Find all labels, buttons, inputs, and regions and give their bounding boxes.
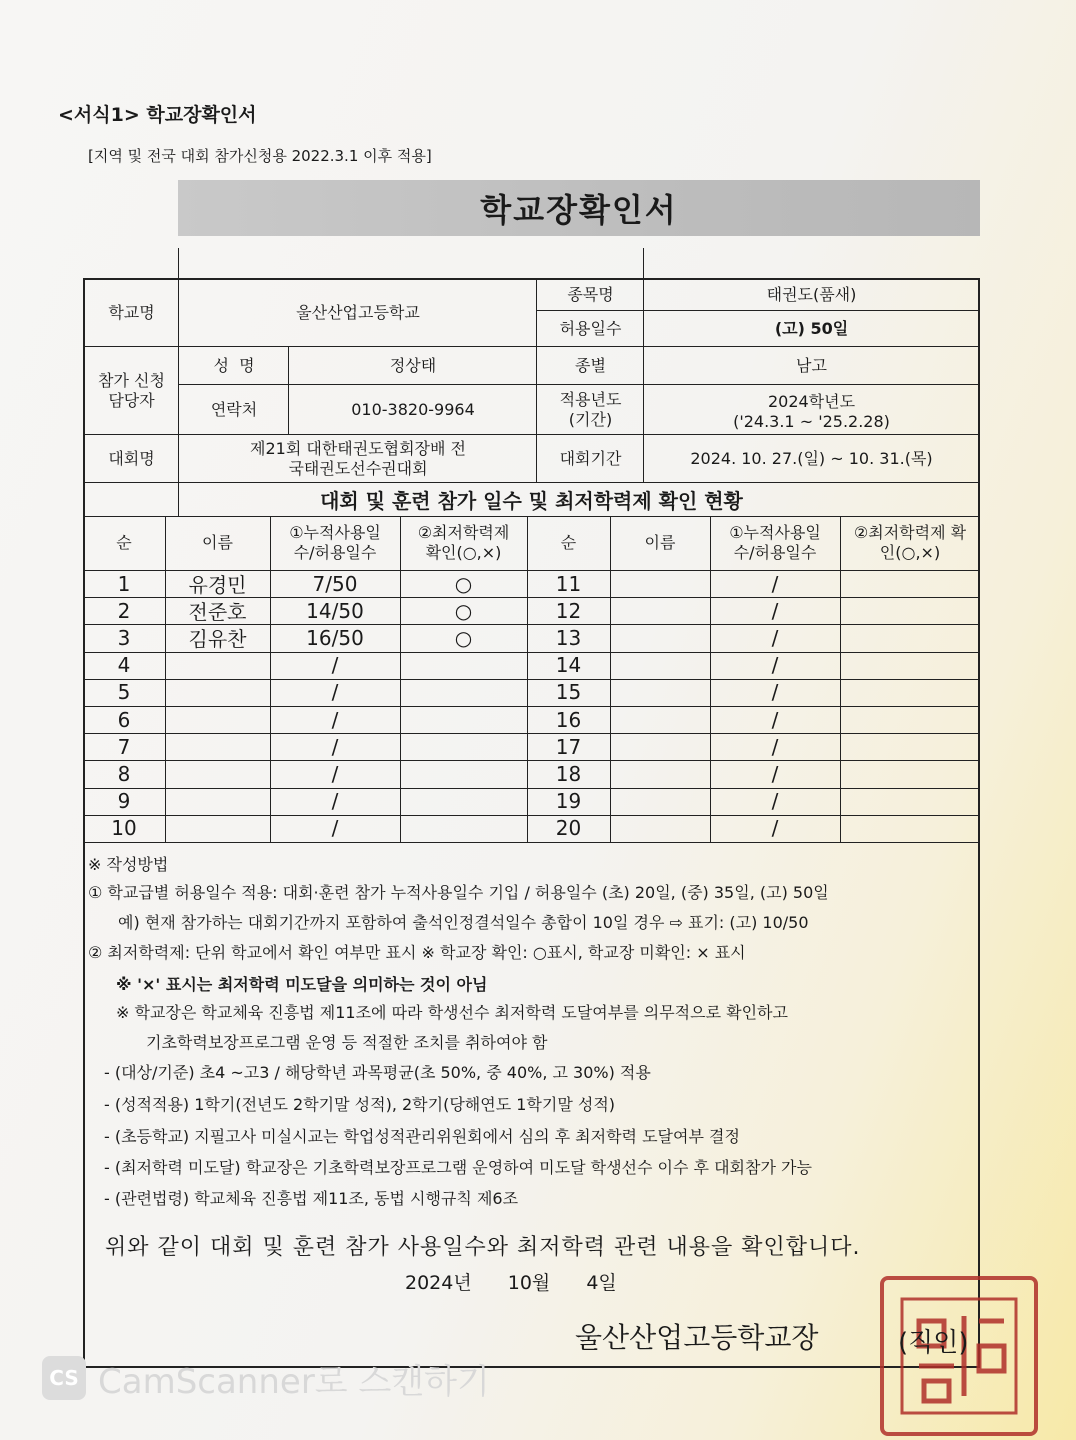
row-left-days: / <box>331 653 339 678</box>
row-left-check: ○ <box>454 625 473 650</box>
row-right-name <box>612 707 708 732</box>
row-right-no: 19 <box>555 789 582 814</box>
row-left-days: / <box>331 707 339 732</box>
seal-mark: (직인) <box>898 1328 969 1358</box>
camscanner-icon: CS <box>42 1356 86 1400</box>
competition-name: 제21회 대한태권도협회장배 전국태권도선수권대회 <box>250 439 467 478</box>
applicant-name: 정상태 <box>389 355 437 375</box>
header-no-left: 순 <box>116 533 132 552</box>
header-check-right: ②최저학력제 확인(○,×) <box>853 523 967 562</box>
row-left-days: / <box>331 761 339 786</box>
row-left-days: 14/50 <box>306 598 364 623</box>
school-year: 2024학년도 <box>767 391 856 411</box>
row-right-days: / <box>771 571 779 596</box>
school-name-label: 학교명 <box>108 303 155 323</box>
notes-heading: ※ 작성방법 <box>88 855 169 874</box>
header-name-left: 이름 <box>202 533 233 552</box>
row-left-no: 7 <box>117 734 131 759</box>
row-left-days: / <box>331 680 339 705</box>
row-left-no: 2 <box>117 598 131 623</box>
row-left-no: 4 <box>117 653 131 678</box>
row-left-name <box>167 707 268 732</box>
note-line: - (대상/기준) 초4 ~고3 / 해당학년 과목평균(초 50%, 중 40%, 고 30%) 적용 <box>104 1063 651 1082</box>
row-left-name <box>167 761 268 786</box>
note-line: 기초학력보장프로그램 운영 등 적절한 조치를 취하여야 함 <box>146 1033 548 1052</box>
allowed-days-label: 허용일수 <box>559 318 622 338</box>
row-left-check <box>402 789 525 814</box>
competition-period: 2024. 10. 27.(일) ~ 10. 31.(목) <box>690 448 933 468</box>
row-right-check <box>842 625 978 650</box>
contact: 010-3820-9964 <box>351 399 475 419</box>
row-right-check <box>842 816 978 841</box>
row-left-no: 9 <box>117 789 131 814</box>
header-check-left: ②최저학력제 확인(○,×) <box>417 523 510 562</box>
note-line: - (성적적용) 1학기(전년도 2학기말 성적), 2학기(당해연도 1학기말 성적) <box>104 1095 616 1114</box>
category-label: 종별 <box>575 355 606 375</box>
category: 남고 <box>796 355 827 375</box>
row-left-name <box>167 734 268 759</box>
row-right-check <box>842 680 978 705</box>
header-days-right: ①누적사용일수/허용일수 <box>729 523 821 562</box>
row-left-days: 16/50 <box>306 625 364 650</box>
school-name: 울산산업고등학교 <box>296 303 420 323</box>
note-line: ① 학교급별 허용일수 적용: 대회·훈련 참가 누적사용일수 기입 / 허용일수 (초) 20일, (중) 35일, (고) 50일 <box>88 883 829 902</box>
form-subtitle: [지역 및 전국 대회 참가신청용 2022.3.1 이후 적용] <box>88 147 432 165</box>
row-right-days: / <box>771 816 779 841</box>
header-name-right: 이름 <box>644 533 676 552</box>
period-label: 대회기간 <box>559 448 622 468</box>
row-left-check <box>402 734 525 759</box>
row-right-days: / <box>771 761 779 786</box>
row-right-no: 18 <box>555 761 582 786</box>
row-right-name <box>612 653 708 678</box>
row-right-no: 13 <box>555 625 582 650</box>
row-left-no: 1 <box>117 571 131 596</box>
sport: 태권도(품새) <box>766 285 857 305</box>
row-left-days: / <box>331 789 339 814</box>
note-line: ※ 학교장은 학교체육 진흥법 제11조에 따라 학생선수 최저학력 도달여부를 의무적으로 확인하고 <box>116 1003 788 1022</box>
year-block <box>645 385 978 434</box>
principal-signature: 울산산업고등학교장 <box>575 1321 819 1354</box>
note-line: - (최저학력 미도달) 학교장은 기초학력보장프로그램 운영하여 미도달 학생선수 이수 후 대회참가 가능 <box>104 1158 812 1177</box>
row-left-no: 8 <box>117 761 131 786</box>
row-left-no: 10 <box>111 816 137 841</box>
row-left-name <box>167 653 268 678</box>
header-no-right: 순 <box>560 533 577 552</box>
row-right-name <box>612 761 708 786</box>
row-left-name <box>167 789 268 814</box>
row-left-check <box>402 816 525 841</box>
note-line: 예) 현재 참가하는 대회기간까지 포함하여 출석인정결석일수 총합이 10일 경우 ⇨ 표기: (고) 10/50 <box>118 913 809 932</box>
row-right-check <box>842 653 978 678</box>
document-title: 학교장확인서 <box>178 180 980 236</box>
row-left-days: / <box>331 816 339 841</box>
row-right-no: 16 <box>555 707 582 732</box>
row-left-no: 6 <box>117 707 131 732</box>
year-period: ('24.3.1 ~ '25.2.28) <box>733 411 890 431</box>
row-left-check <box>402 653 525 678</box>
row-right-check <box>842 571 978 596</box>
row-right-no: 20 <box>555 816 582 841</box>
row-right-check <box>842 761 978 786</box>
contact-label: 연락처 <box>210 399 258 419</box>
row-left-name <box>167 680 268 705</box>
row-left-name: 유경민 <box>188 573 247 598</box>
row-left-check <box>402 761 525 786</box>
applicant-label: 참가 신청 담당자 <box>98 371 165 410</box>
row-right-no: 15 <box>555 680 582 705</box>
row-right-days: / <box>771 598 779 623</box>
row-right-check <box>842 598 978 623</box>
row-right-name <box>612 734 708 759</box>
row-left-no: 5 <box>117 680 131 705</box>
row-right-days: / <box>771 625 779 650</box>
header-days-left: ①누적사용일수/허용일수 <box>289 523 381 562</box>
confirmation-text: 위와 같이 대회 및 훈련 참가 사용일수와 최저학력 관련 내용을 확인합니다. <box>105 1235 861 1260</box>
year-label: 적용년도 (기간) <box>559 390 622 429</box>
row-right-name <box>612 571 708 596</box>
note-line: ※ '×' 표시는 최저학력 미도달을 의미하는 것이 아님 <box>116 975 488 994</box>
row-left-check <box>402 707 525 732</box>
allowed-days: (고) 50일 <box>774 318 849 338</box>
row-right-no: 12 <box>555 598 582 623</box>
note-line: - (관련법령) 학교체육 진흥법 제11조, 동법 시행규칙 제6조 <box>104 1189 519 1208</box>
note-line: ② 최저학력제: 단위 학교에서 확인 여부만 표시 ※ 학교장 확인: ○표시, 학교장 미확인: × 표시 <box>88 943 746 962</box>
row-right-days: / <box>771 789 779 814</box>
row-left-check <box>402 680 525 705</box>
row-right-name <box>612 598 708 623</box>
row-right-days: / <box>771 734 779 759</box>
row-right-check <box>842 789 978 814</box>
row-left-days: / <box>331 734 339 759</box>
row-right-days: / <box>771 680 779 705</box>
competition-label: 대회명 <box>108 448 155 468</box>
row-right-name <box>612 789 708 814</box>
row-right-check <box>842 707 978 732</box>
name-label: 성 명 <box>213 355 255 375</box>
row-right-name <box>612 816 708 841</box>
row-left-name: 김유찬 <box>188 627 247 652</box>
row-right-days: / <box>771 653 779 678</box>
row-right-no: 11 <box>555 571 582 596</box>
issue-date: 2024년 10월 4일 <box>405 1272 617 1294</box>
row-left-check: ○ <box>454 571 473 596</box>
row-right-name <box>612 625 708 650</box>
form-label: <서식1> 학교장확인서 <box>58 104 257 126</box>
scanner-watermark <box>42 1356 490 1400</box>
row-right-days: / <box>771 707 779 732</box>
row-right-no: 14 <box>555 653 582 678</box>
sport-label: 종목명 <box>567 285 614 305</box>
note-line: - (초등학교) 지필고사 미실시교는 학업성적관리위원회에서 심의 후 최저학력 도달여부 결정 <box>104 1127 740 1146</box>
row-left-check: ○ <box>454 598 473 623</box>
row-right-no: 17 <box>555 734 582 759</box>
row-right-check <box>842 734 978 759</box>
row-left-name: 전준호 <box>188 600 247 625</box>
scanner-text: CamScanner로 스캔하기 <box>98 1361 490 1402</box>
row-left-name <box>167 816 268 841</box>
row-left-days: 7/50 <box>312 571 358 596</box>
section-title: 대회 및 훈련 참가 일수 및 최저학력제 확인 현황 <box>320 488 743 513</box>
row-right-name <box>612 680 708 705</box>
row-left-no: 3 <box>117 625 131 650</box>
